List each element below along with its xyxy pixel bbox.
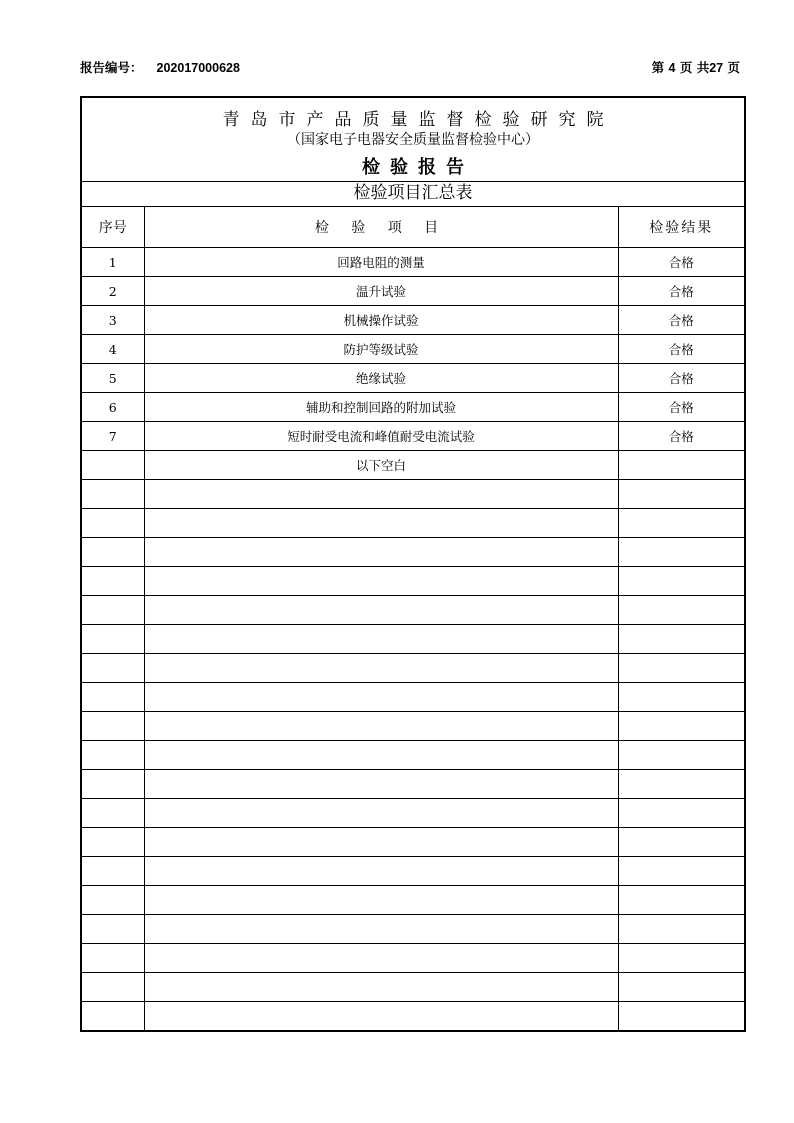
empty-cell: [144, 596, 618, 625]
empty-cell: [82, 857, 144, 886]
empty-cell: [618, 480, 744, 509]
empty-table-row: [82, 683, 744, 712]
table-row: [82, 393, 744, 422]
cell-no: 2: [82, 277, 144, 306]
empty-table-row: [82, 828, 744, 857]
table-row: [82, 248, 744, 277]
sub-institute-name: （国家电子电器安全质量监督检验中心）: [287, 132, 539, 148]
cell-result: 合格: [618, 306, 744, 335]
cell-no: 3: [82, 306, 144, 335]
empty-cell: [82, 828, 144, 857]
empty-cell: [618, 654, 744, 683]
empty-table-row: [82, 857, 744, 886]
report-number-label: 报告编号：: [80, 60, 143, 75]
empty-table-row: [82, 509, 744, 538]
cell-result: 合格: [618, 277, 744, 306]
empty-cell: [618, 712, 744, 741]
empty-cell: [618, 770, 744, 799]
empty-table-row: [82, 770, 744, 799]
page-prefix: 第: [651, 60, 665, 75]
empty-cell: [82, 741, 144, 770]
column-header-item: 检 验 项 目: [144, 206, 618, 248]
empty-cell: [82, 770, 144, 799]
empty-cell: [618, 741, 744, 770]
empty-cell: [144, 567, 618, 596]
cell-result: [618, 451, 744, 480]
table-row: [82, 335, 744, 364]
empty-cell: [618, 625, 744, 654]
page-suffix: 页: [727, 60, 740, 75]
empty-table-row: [82, 799, 744, 828]
empty-cell: [144, 654, 618, 683]
page-mid: 页 共: [679, 60, 710, 75]
empty-table-row: [82, 973, 744, 1002]
cell-item: 以下空白: [144, 451, 618, 480]
empty-cell: [82, 973, 144, 1002]
empty-cell: [144, 1002, 618, 1031]
cell-no: 5: [82, 364, 144, 393]
column-header-result: 检验结果: [618, 206, 744, 248]
report-title: 检验报告: [362, 157, 474, 178]
empty-table-row: [82, 538, 744, 567]
empty-cell: [82, 886, 144, 915]
empty-cell: [144, 973, 618, 1002]
empty-cell: [618, 944, 744, 973]
empty-cell: [82, 509, 144, 538]
empty-cell: [144, 509, 618, 538]
cell-item: 机械操作试验: [144, 306, 618, 335]
report-number: 202017000628: [156, 61, 240, 75]
empty-table-row: [82, 1002, 744, 1031]
empty-cell: [144, 625, 618, 654]
cell-item: 防护等级试验: [144, 335, 618, 364]
empty-cell: [82, 799, 144, 828]
table-row: [82, 277, 744, 306]
cell-item: 短时耐受电流和峰值耐受电流试验: [144, 422, 618, 451]
cell-no: 6: [82, 393, 144, 422]
table-row: [82, 306, 744, 335]
empty-cell: [82, 538, 144, 567]
cell-result: 合格: [618, 364, 744, 393]
empty-cell: [144, 712, 618, 741]
empty-cell: [82, 1002, 144, 1031]
empty-cell: [82, 712, 144, 741]
cell-item: 绝缘试验: [144, 364, 618, 393]
empty-table-row: [82, 712, 744, 741]
empty-cell: [82, 654, 144, 683]
page-indicator: [652, 58, 740, 76]
empty-cell: [82, 625, 144, 654]
empty-cell: [144, 683, 618, 712]
inspection-items-table: [82, 206, 744, 1030]
cell-item: 温升试验: [144, 277, 618, 306]
cell-no: 4: [82, 335, 144, 364]
empty-cell: [618, 1002, 744, 1031]
empty-cell: [82, 683, 144, 712]
empty-cell: [618, 567, 744, 596]
table-row: [82, 422, 744, 451]
empty-table-row: [82, 741, 744, 770]
empty-cell: [618, 683, 744, 712]
empty-cell: [618, 596, 744, 625]
empty-table-row: [82, 567, 744, 596]
table-row: [82, 364, 744, 393]
empty-table-row: [82, 654, 744, 683]
empty-cell: [618, 828, 744, 857]
table-header-row: [82, 206, 744, 248]
summary-title: 检验项目汇总表: [82, 181, 744, 207]
empty-cell: [82, 567, 144, 596]
empty-cell: [618, 973, 744, 1002]
empty-cell: [618, 538, 744, 567]
empty-cell: [618, 915, 744, 944]
empty-cell: [144, 857, 618, 886]
page-header: [80, 58, 740, 76]
page-total: 27: [709, 61, 724, 75]
empty-cell: [144, 915, 618, 944]
cell-result: 合格: [618, 335, 744, 364]
empty-cell: [82, 915, 144, 944]
empty-cell: [82, 480, 144, 509]
empty-table-row: [82, 596, 744, 625]
cell-item: 辅助和控制回路的附加试验: [144, 393, 618, 422]
empty-table-row: [82, 480, 744, 509]
empty-table-row: [82, 944, 744, 973]
empty-table-row: [82, 886, 744, 915]
report-number-block: [80, 58, 240, 76]
title-block: [82, 98, 744, 182]
column-header-no: 序号: [98, 219, 127, 236]
cell-result: 合格: [618, 393, 744, 422]
table-row: [82, 451, 744, 480]
cell-no: 1: [82, 248, 144, 277]
empty-cell: [144, 828, 618, 857]
empty-cell: [144, 886, 618, 915]
cell-item: 回路电阻的测量: [144, 248, 618, 277]
empty-table-row: [82, 915, 744, 944]
empty-cell: [144, 538, 618, 567]
empty-cell: [82, 596, 144, 625]
empty-cell: [618, 857, 744, 886]
empty-cell: [144, 741, 618, 770]
empty-cell: [144, 480, 618, 509]
empty-table-row: [82, 625, 744, 654]
cell-result: 合格: [618, 422, 744, 451]
cell-result: 合格: [618, 248, 744, 277]
empty-cell: [618, 886, 744, 915]
empty-cell: [618, 509, 744, 538]
empty-cell: [144, 770, 618, 799]
report-frame: [80, 96, 746, 1032]
empty-cell: [82, 944, 144, 973]
empty-cell: [144, 799, 618, 828]
cell-no: [82, 451, 144, 480]
cell-no: 7: [82, 422, 144, 451]
empty-cell: [618, 799, 744, 828]
institute-name: 青岛市产品质量监督检验研究院: [222, 110, 615, 130]
page-current: 4: [668, 61, 676, 75]
empty-cell: [144, 944, 618, 973]
